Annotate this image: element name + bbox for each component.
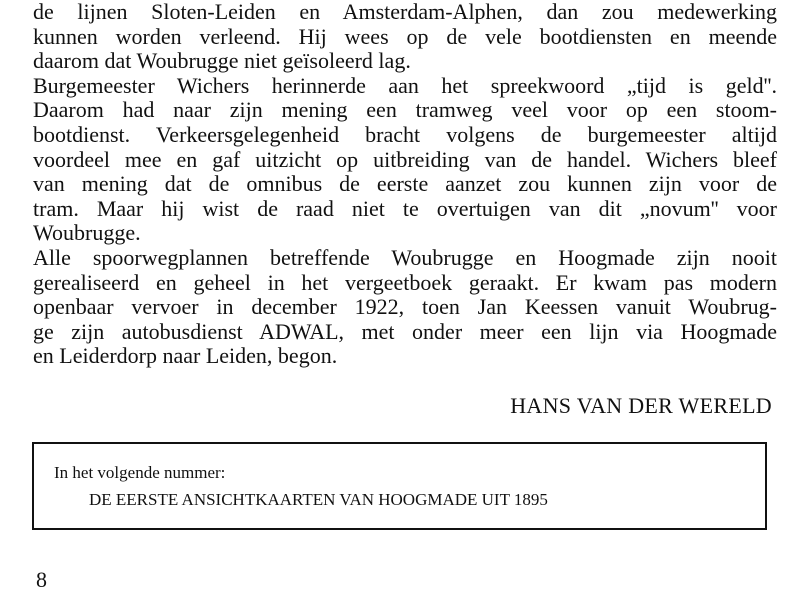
article-line: daarom dat Woubrugge niet geïsoleerd lag. — [33, 49, 411, 74]
article-line: bootdienst. Verkeersgelegenheid bracht volgens de burgemeester altijd — [33, 122, 777, 147]
article-line: de lijnen Sloten-Leiden en Amsterdam-Alphen, dan zou medewerking — [33, 0, 777, 24]
article-line: kunnen worden verleend. Hij wees op de vele bootdiensten en meende — [33, 24, 777, 49]
article-line: tram. Maar hij wist de raad niet te overtuigen van dit „novum'' voor — [33, 196, 777, 221]
next-issue-title: DE EERSTE ANSICHTKAARTEN VAN HOOGMADE UIT 1895 — [89, 490, 548, 509]
article-line: Burgemeester Wichers herinnerde aan het spreekwoord „tijd is geld''. — [33, 73, 777, 98]
page-number: 8 — [36, 567, 47, 592]
article-line: Alle spoorwegplannen betreffende Woubrugge en Hoogmade zijn nooit — [33, 245, 777, 270]
article-line: gerealiseerd en geheel in het vergeetboek geraakt. Er kwam pas modern — [33, 270, 777, 295]
article-line: openbaar vervoer in december 1922, toen Jan Keessen vanuit Woubrug- — [33, 295, 777, 320]
article-line: ge zijn autobusdienst ADWAL, met onder meer een lijn via Hoogmade — [33, 319, 777, 344]
article-line: Daarom had naar zijn mening een tramweg veel voor op een stoom- — [33, 98, 777, 123]
article-body — [33, 0, 777, 369]
article-line: Woubrugge. — [33, 221, 141, 246]
article-line: voordeel mee en gaf uitzicht op uitbreiding van de handel. Wichers bleef — [33, 147, 777, 172]
author-signature: HANS VAN DER WERELD — [510, 393, 772, 418]
next-issue-intro: In het volgende nummer: — [54, 463, 226, 482]
article-line: en Leiderdorp naar Leiden, begon. — [33, 344, 338, 369]
next-issue-box — [32, 442, 767, 530]
article-line: van mening dat de omnibus de eerste aanzet zou kunnen zijn voor de — [33, 172, 777, 197]
